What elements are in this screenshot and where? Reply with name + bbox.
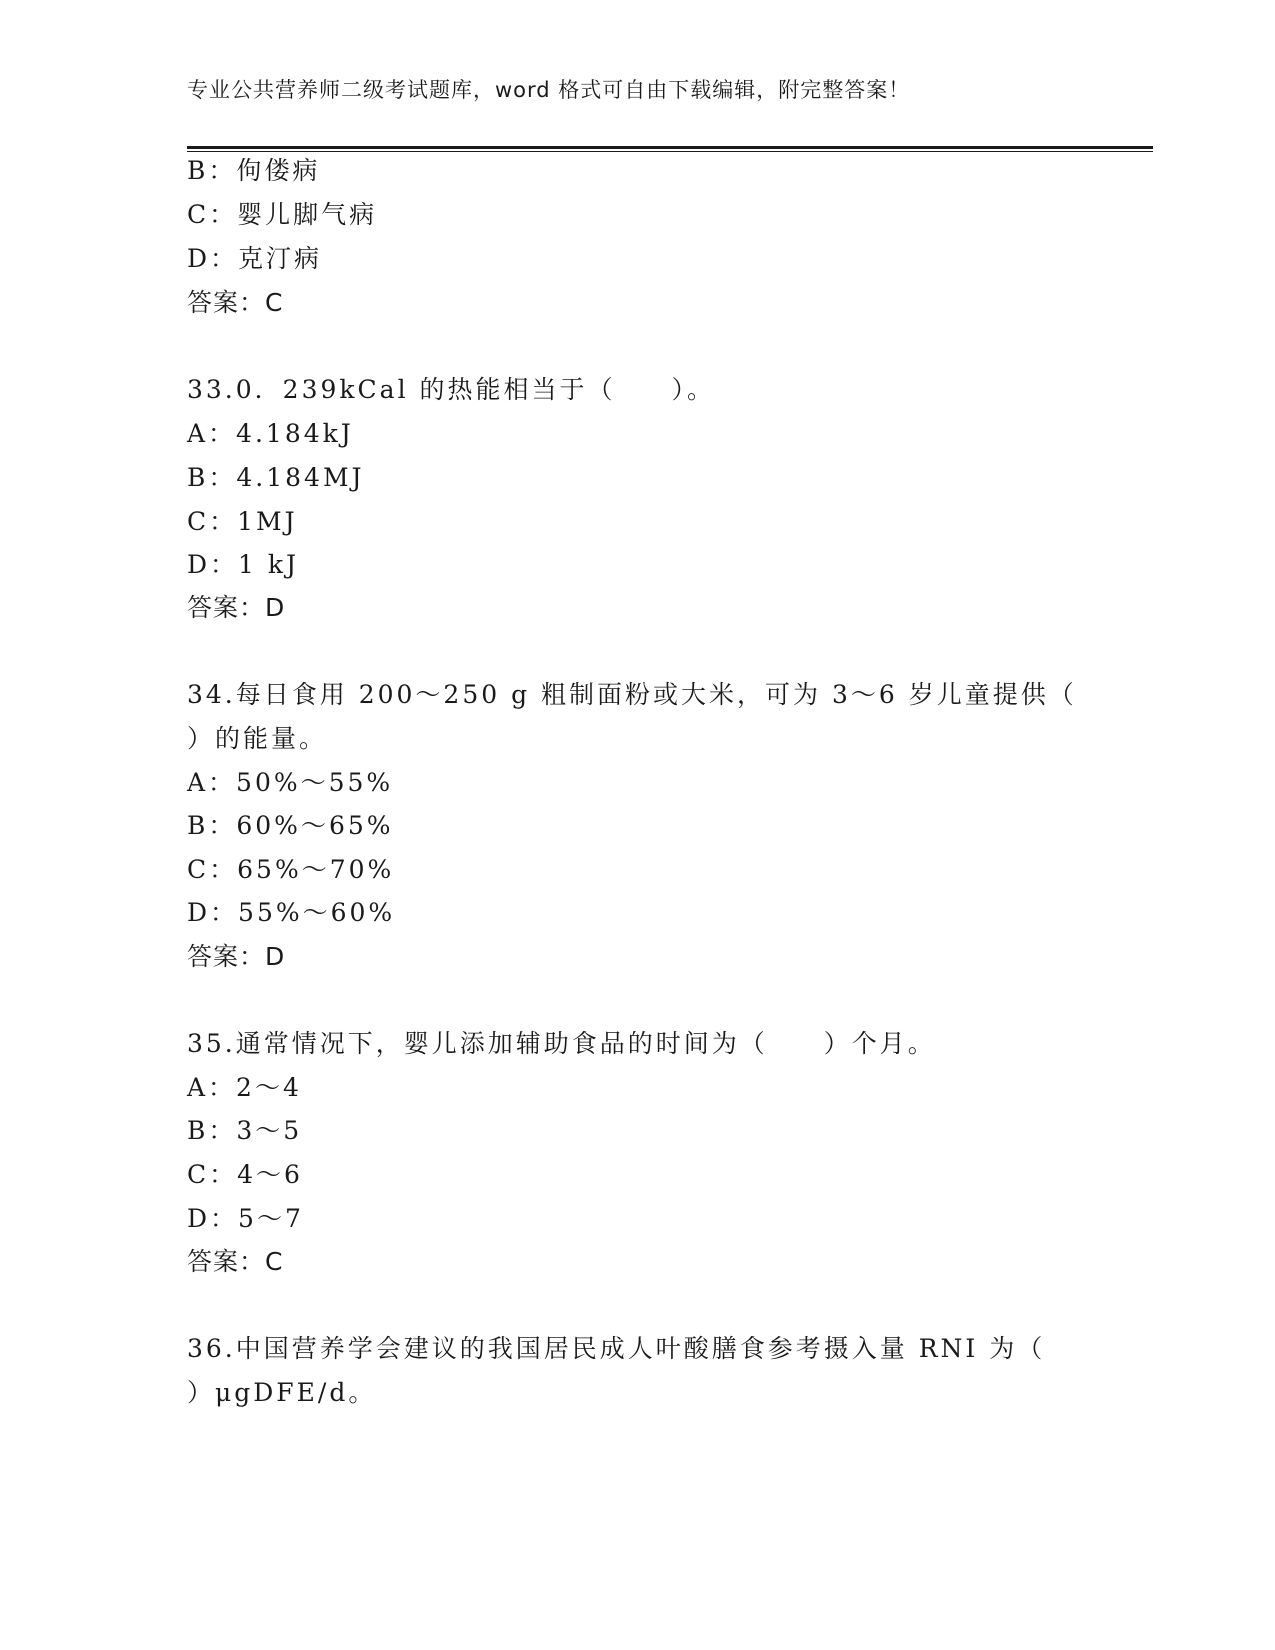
q33-option-a: A：4.184kJ xyxy=(187,419,354,448)
q32-option-c: C：婴儿脚气病 xyxy=(187,200,378,229)
q32-option-d: D：克汀病 xyxy=(187,244,323,273)
q34-option-a: A：50%～55% xyxy=(187,768,394,797)
q35-stem: 35.通常情况下，婴儿添加辅助食品的时间为（ ）个月。 xyxy=(187,1029,936,1058)
header-divider xyxy=(187,146,1153,152)
q35-option-d: D：5～7 xyxy=(187,1204,304,1233)
q36-stem-line-2: ）μgDFE/d。 xyxy=(187,1378,377,1407)
q34-stem-line-2: ）的能量。 xyxy=(187,724,328,753)
q35-option-b: B：3～5 xyxy=(187,1116,303,1145)
q32-option-b: B：佝偻病 xyxy=(187,156,321,185)
q34-option-c: C：65%～70% xyxy=(187,855,395,884)
q35-answer: 答案：C xyxy=(187,1247,284,1276)
q35-option-c: C：4～6 xyxy=(187,1160,303,1189)
q33-answer: 答案：D xyxy=(187,593,286,622)
q35-option-a: A：2～4 xyxy=(187,1073,302,1102)
q34-option-b: B：60%～65% xyxy=(187,811,394,840)
q33-stem: 33.0．239kCal 的热能相当于（ ）。 xyxy=(187,375,716,404)
q33-option-b: B：4.184MJ xyxy=(187,463,365,492)
q32-answer: 答案：C xyxy=(187,288,284,317)
q33-option-c: C：1MJ xyxy=(187,507,298,536)
q33-option-d: D：1 kJ xyxy=(187,550,300,579)
q34-option-d: D：55%～60% xyxy=(187,898,396,927)
q34-stem-line-1: 34.每日食用 200～250 g 粗制面粉或大米，可为 3～6 岁儿童提供（ xyxy=(187,680,1077,709)
q34-answer: 答案：D xyxy=(187,942,286,971)
page-header: 专业公共营养师二级考试题库，word 格式可自由下载编辑，附完整答案！ xyxy=(187,78,911,102)
q36-stem-line-1: 36.中国营养学会建议的我国居民成人叶酸膳食参考摄入量 RNI 为（ xyxy=(187,1334,1046,1363)
